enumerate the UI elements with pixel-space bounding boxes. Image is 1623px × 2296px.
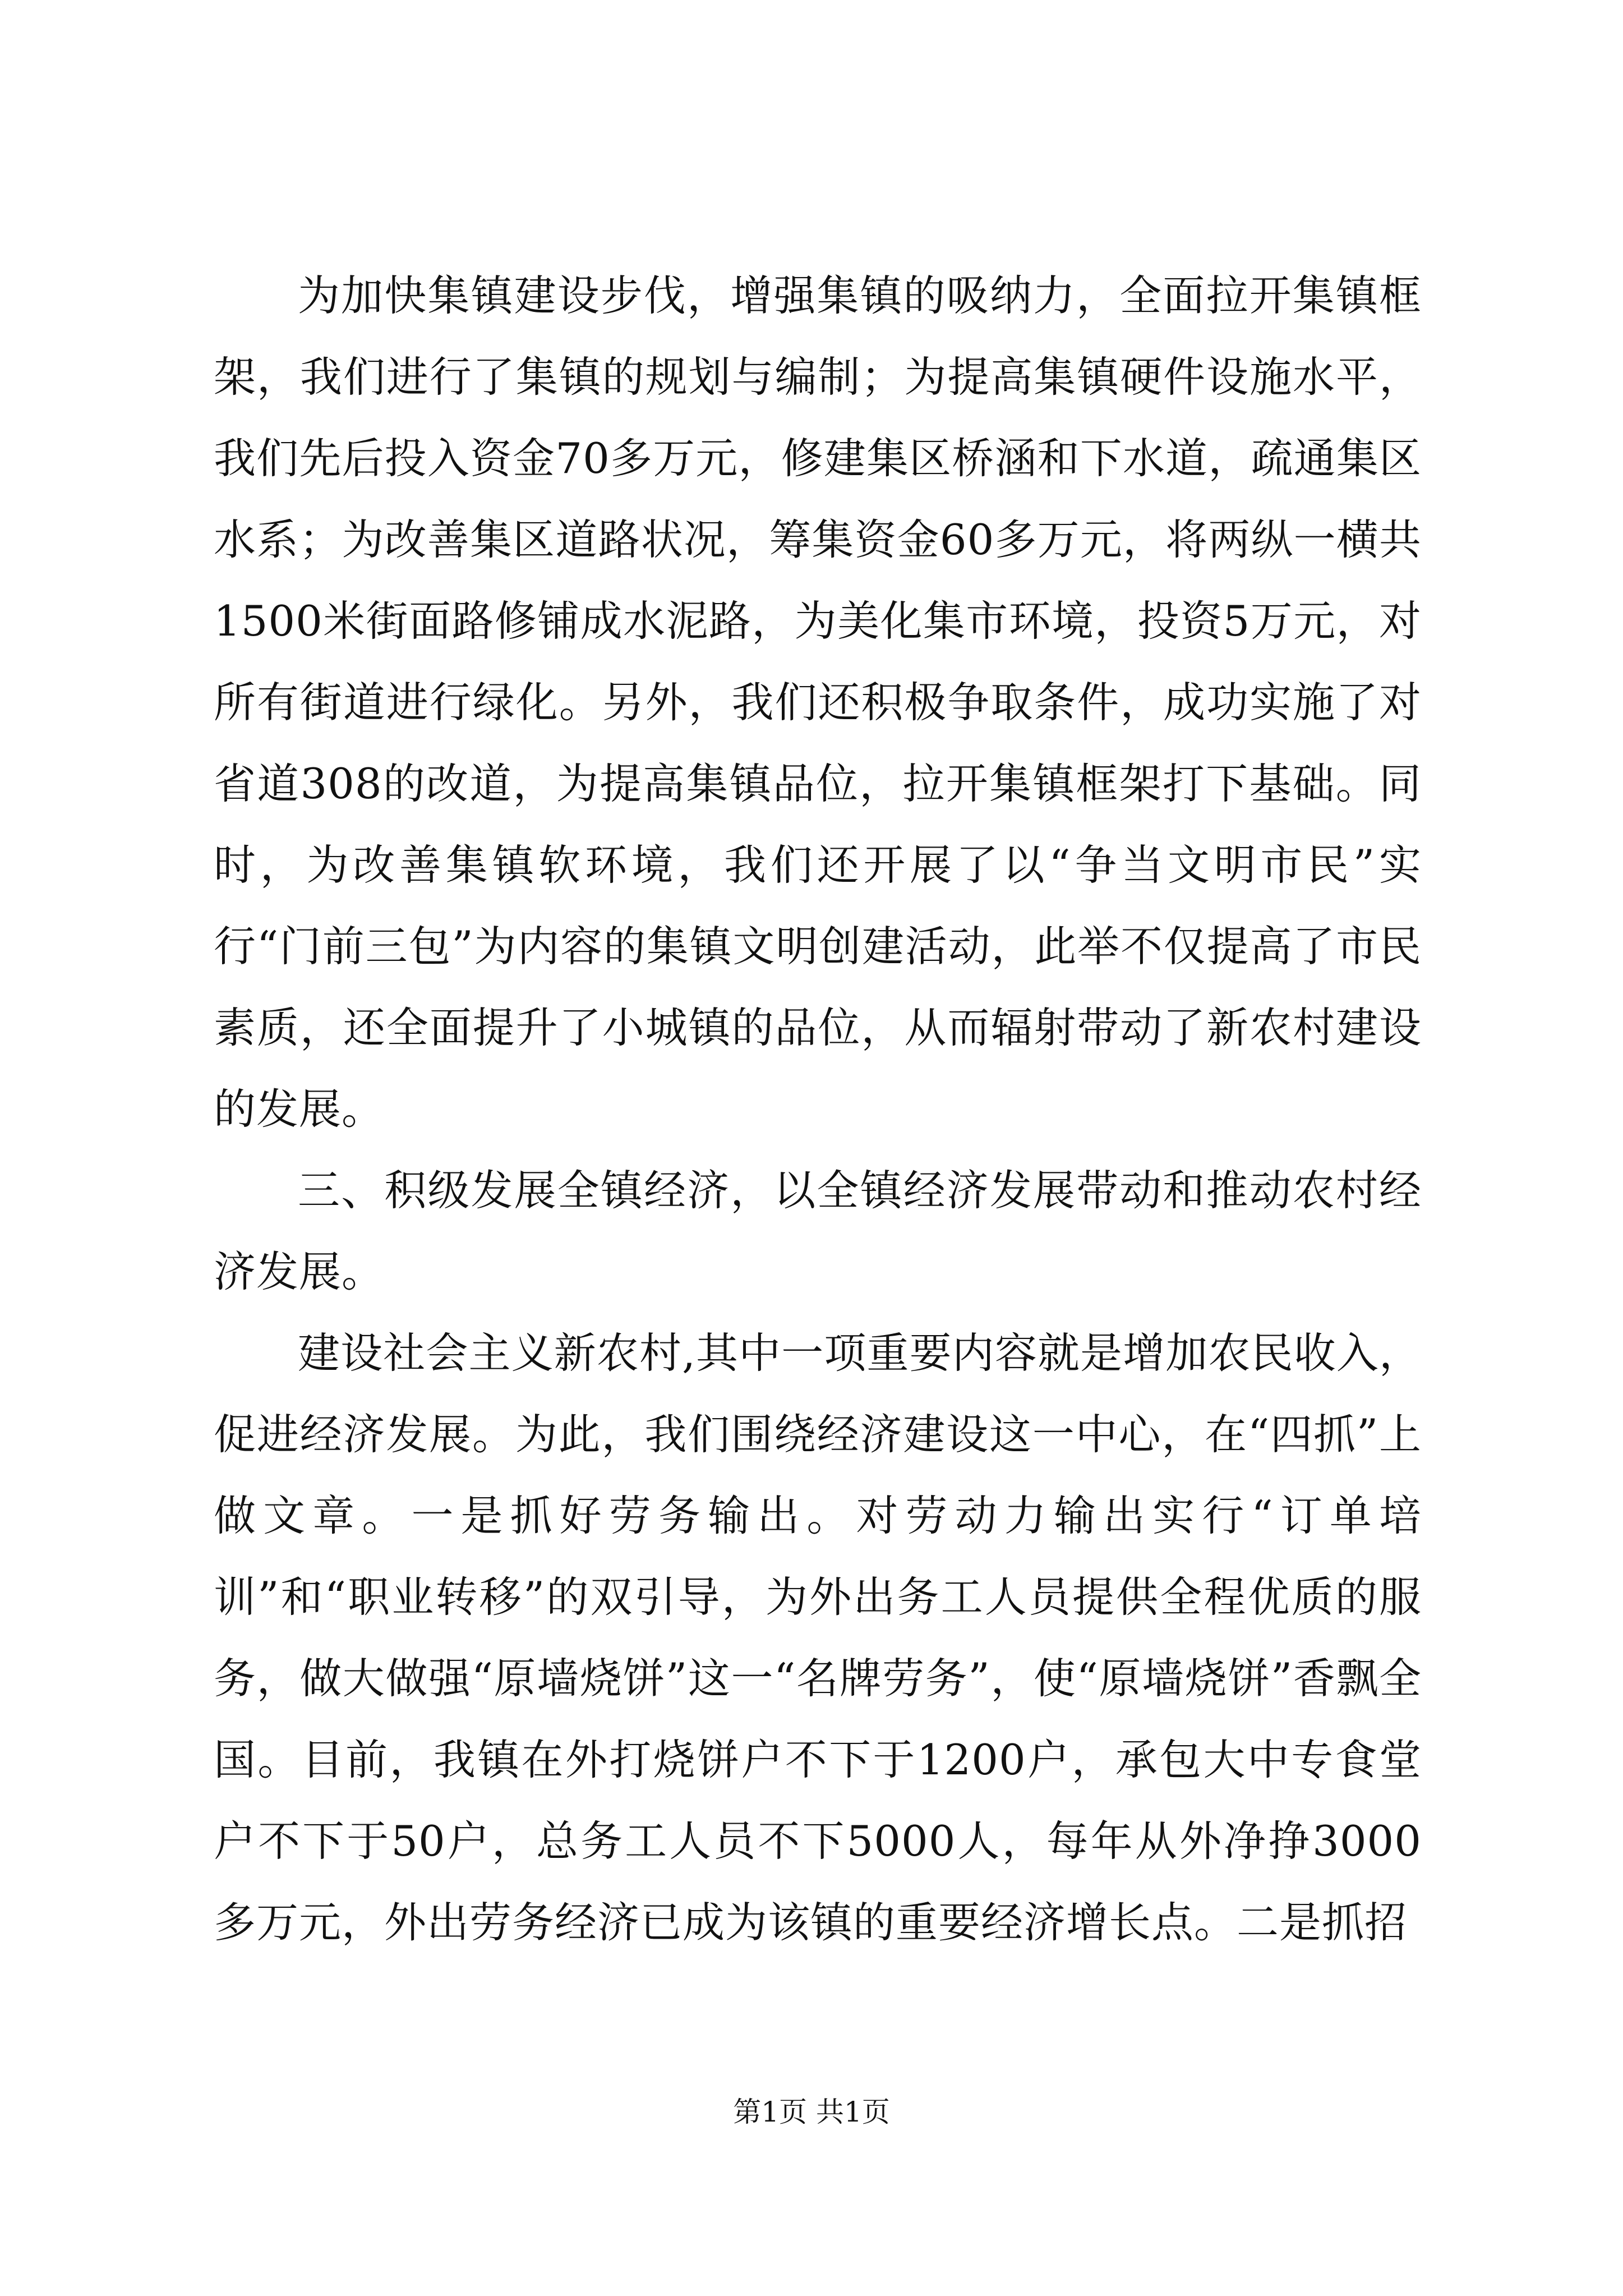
document-body	[214, 255, 1422, 1963]
page-footer: 第1页 共1页	[733, 2096, 890, 2128]
section-heading-economy: 三、积级发展全镇经济，以全镇经济发展带动和推动农村经济发展。	[214, 1166, 1422, 1296]
paragraph-town-construction: 为加快集镇建设步伐，增强集镇的吸纳力，全面拉开集镇框架，我们进行了集镇的规划与编制；为提高集镇硬件设施水平，我们先后投入资金70多万元，修建集区桥涵和下水道，疏通集区水系；为改善集区道路状况，筹集资金60多万元，将两纵一横共1500米街面路修铺成水泥路，为美化集市环境，投资5万元，对所有街道进行绿化。另外，我们还积极争取条件，成功实施了对省道308的改道，为提高集镇品位，拉开集镇框架打下基础。同时，为改善集镇软环境，我们还开展了以“争当文明市民”实行“门前三包”为内容的集镇文明创建活动，此举不仅提高了市民素质，还全面提升了小城镇的品位，从而辐射带动了新农村建设的发展。	[214, 271, 1422, 1134]
paragraph-labor-export: 建设社会主义新农村,其中一项重要内容就是增加农民收入，促进经济发展。为此，我们围绕经济建设这一中心，在“四抓”上做文章。一是抓好劳务输出。对劳动力输出实行“订单培训”和“职业转移”的双引导，为外出务工人员提供全程优质的服务，做大做强“原墙烧饼”这一“名牌劳务”，使“原墙烧饼”香飘全国。目前，我镇在外打烧饼户不下于1200户，承包大中专食堂户不下于50户，总务工人员不下5000人，每年从外净挣3000多万元，外出劳务经济已成为该镇的重要经济增长点。二是抓招	[214, 1328, 1422, 1947]
